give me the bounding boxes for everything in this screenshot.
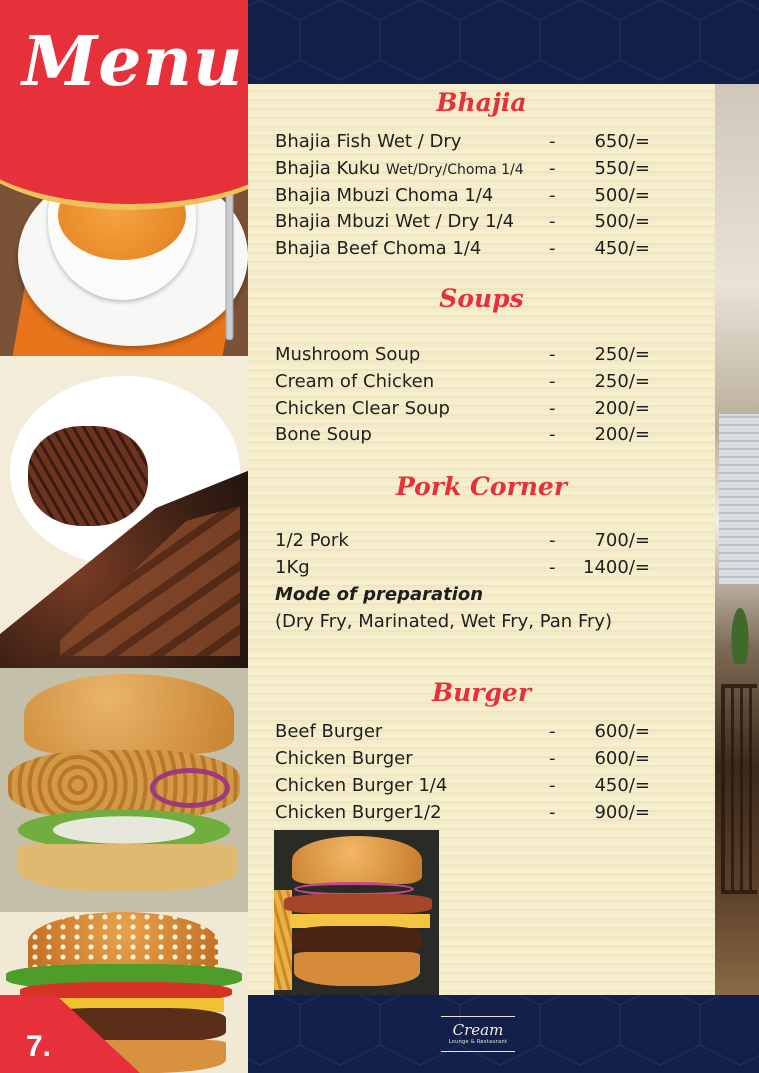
item-price: 600/= — [594, 721, 650, 742]
bun-bottom — [294, 952, 420, 986]
menu-item — [275, 802, 675, 829]
section-title-bhajia: Bhajia — [436, 88, 527, 117]
menu-item — [275, 131, 675, 158]
menu-item — [275, 530, 675, 557]
item-name: Mushroom Soup — [275, 344, 421, 365]
item-price: 900/= — [594, 802, 650, 823]
menu-item — [275, 424, 675, 451]
item-price: 700/= — [594, 530, 650, 551]
item-price: 1400/= — [583, 557, 650, 578]
item-name: Chicken Burger 1/4 — [275, 775, 448, 796]
menu-item — [275, 211, 675, 238]
item-name: Bhajia Mbuzi Wet / Dry 1/4 — [275, 211, 515, 232]
chicken-burger-photo — [0, 668, 248, 912]
item-price: 500/= — [594, 185, 650, 206]
menu-item — [275, 344, 675, 371]
item-separator: - — [549, 721, 556, 742]
item-separator: - — [549, 398, 556, 419]
menu-title: Menu — [22, 22, 244, 102]
item-separator: - — [549, 557, 556, 578]
red-curve — [0, 130, 248, 210]
section-title-soups: Soups — [439, 284, 524, 313]
left-photo-column — [0, 0, 248, 1073]
preparation-options: (Dry Fry, Marinated, Wet Fry, Pan Fry) — [275, 611, 613, 632]
item-price: 550/= — [594, 158, 650, 179]
sesame-bun — [28, 912, 218, 972]
menu-item — [275, 557, 675, 584]
grilled-steak — [28, 426, 148, 526]
section-title-burger: Burger — [431, 678, 532, 707]
item-price: 200/= — [594, 424, 650, 445]
patty — [292, 926, 422, 954]
soup-photo — [0, 130, 248, 356]
item-name: Chicken Burger1/2 — [275, 802, 442, 823]
item-separator: - — [549, 775, 556, 796]
item-price: 250/= — [594, 344, 650, 365]
section-title-pork-corner: Pork Corner — [396, 472, 567, 501]
item-price: 250/= — [594, 371, 650, 392]
red-onion — [150, 768, 230, 808]
item-separator: - — [549, 131, 556, 152]
bun-top — [292, 836, 422, 884]
plant — [725, 584, 755, 664]
menu-item — [275, 775, 675, 802]
steak-photo — [0, 356, 248, 668]
menu-item — [275, 371, 675, 398]
item-name — [275, 158, 524, 179]
item-price: 650/= — [594, 131, 650, 152]
item-separator: - — [549, 185, 556, 206]
item-separator: - — [549, 424, 556, 445]
item-name: 1/2 Pork — [275, 530, 349, 551]
item-price: 450/= — [594, 775, 650, 796]
item-separator: - — [549, 158, 556, 179]
item-name: Bhajia Fish Wet / Dry — [275, 131, 462, 152]
bacon — [284, 894, 432, 914]
item-name-detail: Wet/Dry/Choma 1/4 — [385, 162, 524, 178]
bun-top — [24, 674, 234, 754]
item-name: Bhajia Mbuzi Choma 1/4 — [275, 185, 494, 206]
menu-item — [275, 185, 675, 212]
preparation-heading: Mode of preparation — [275, 584, 484, 605]
item-name: Chicken Clear Soup — [275, 398, 450, 419]
item-price: 450/= — [594, 238, 650, 259]
item-separator: - — [549, 211, 556, 232]
item-name: Bhajia Beef Choma 1/4 — [275, 238, 482, 259]
menu-item — [275, 238, 675, 265]
item-separator: - — [549, 802, 556, 823]
logo-tagline: Lounge & Restaurant — [448, 1039, 508, 1045]
item-name-main: Bhajia Kuku — [275, 158, 386, 179]
menu-item — [275, 398, 675, 425]
item-price: 200/= — [594, 398, 650, 419]
item-price: 500/= — [594, 211, 650, 232]
item-name: Beef Burger — [275, 721, 383, 742]
item-price: 600/= — [594, 748, 650, 769]
burger-thumbnail-photo — [274, 830, 439, 995]
item-separator: - — [549, 371, 556, 392]
item-separator: - — [549, 530, 556, 551]
window-blinds — [719, 414, 759, 584]
item-name: 1Kg — [275, 557, 310, 578]
item-separator: - — [549, 748, 556, 769]
menu-item — [275, 721, 675, 748]
chair — [721, 684, 757, 894]
item-separator: - — [549, 238, 556, 259]
item-name: Bone Soup — [275, 424, 372, 445]
bun-bottom — [18, 844, 238, 892]
cream-logo — [441, 1016, 515, 1052]
page-number: 7. — [26, 1030, 52, 1063]
logo-wordmark: Cream — [452, 1021, 504, 1039]
menu-item — [275, 158, 675, 185]
item-separator: - — [549, 344, 556, 365]
menu-item — [275, 748, 675, 775]
restaurant-interior-photo — [715, 84, 759, 995]
item-name: Cream of Chicken — [275, 371, 435, 392]
item-name: Chicken Burger — [275, 748, 413, 769]
